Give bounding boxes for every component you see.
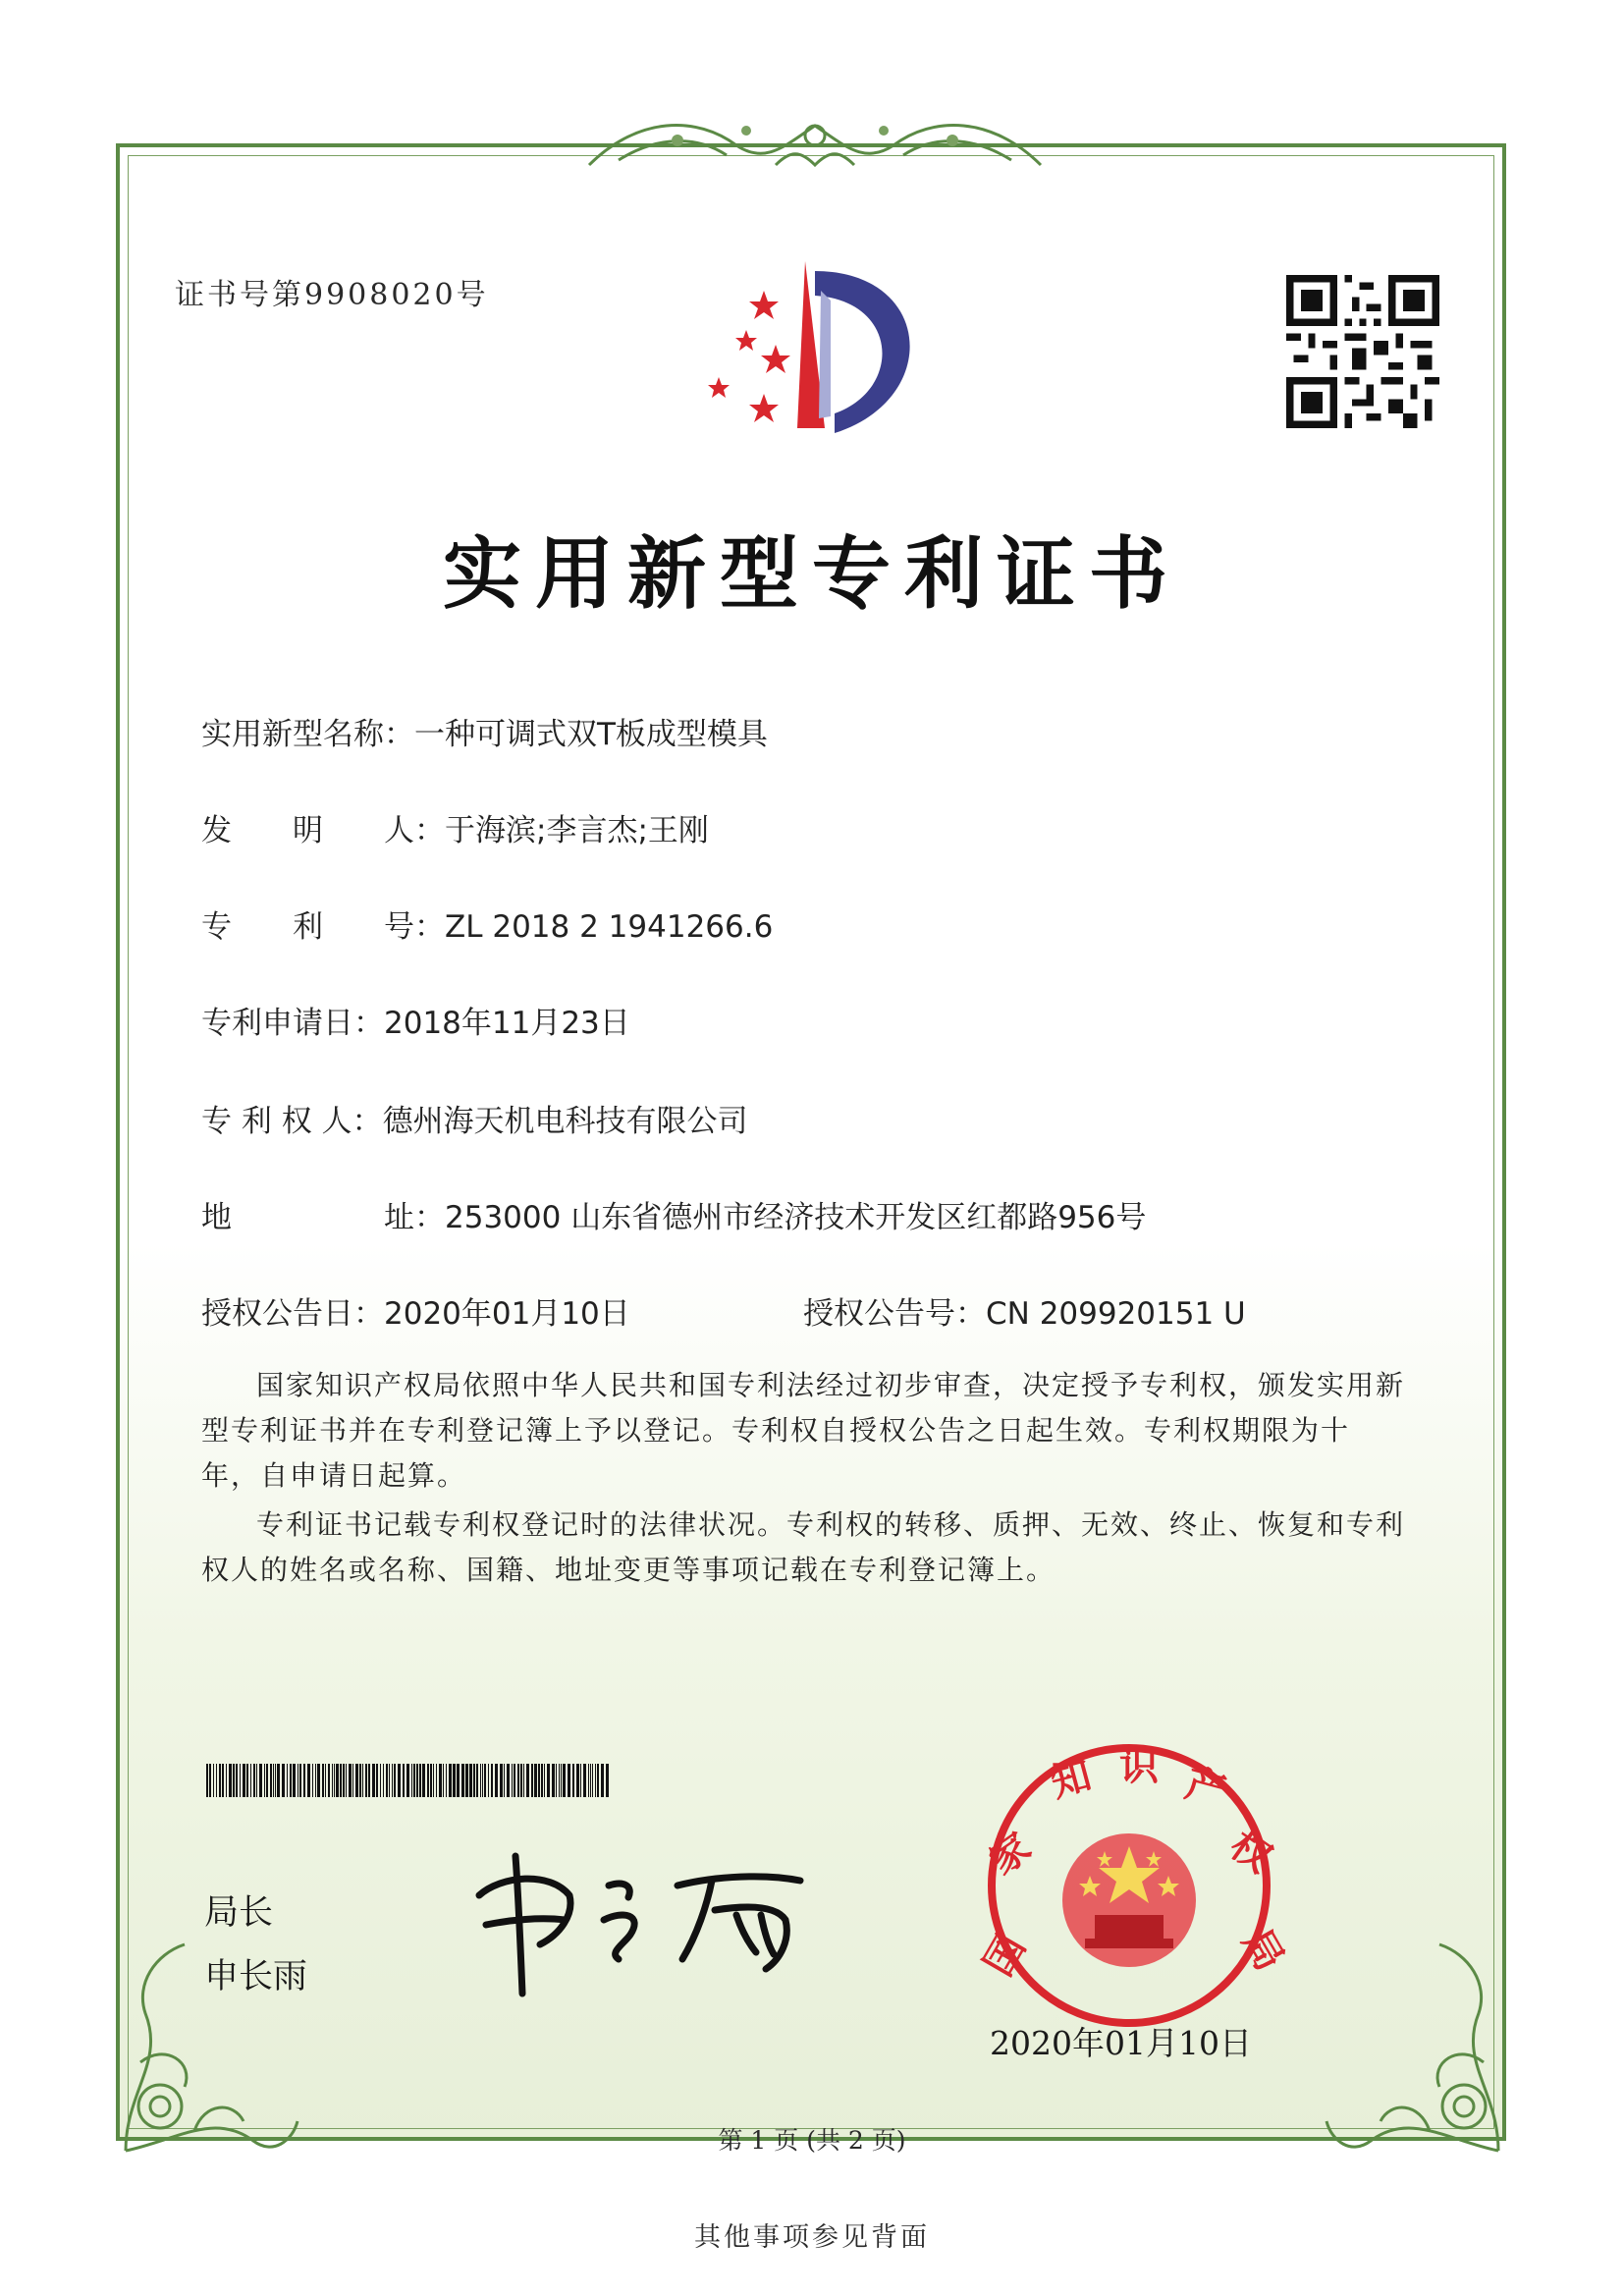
barcode-bar <box>488 1764 489 1797</box>
page-number: 第 1 页 (共 2 页) <box>718 2126 906 2155</box>
certificate-number: 证书号第9908020号 <box>175 278 489 312</box>
legal-status-paragraph: 专利证书记载专利权登记时的法律状况。专利权的转移、质押、无效、终止、恢复和专利权人的姓名或名称、国籍、地址变更等事项记载在专利登记簿上。 <box>201 1508 1406 1586</box>
barcode-bar <box>443 1764 444 1797</box>
barcode-bar <box>403 1764 405 1797</box>
barcode-bar <box>552 1764 555 1797</box>
barcode-bar <box>465 1764 468 1797</box>
barcode-bar <box>290 1764 292 1797</box>
barcode-bar <box>482 1764 483 1797</box>
field-value: 于海滨;李言杰;王刚 <box>445 813 709 848</box>
certificate-title: 实用新型专利证书 <box>443 528 1181 620</box>
barcode-bar <box>259 1764 262 1797</box>
barcode-bar <box>588 1764 589 1797</box>
barcode-bar <box>491 1764 493 1797</box>
barcode-bar <box>430 1764 432 1797</box>
barcode-bar <box>595 1764 596 1797</box>
barcode-bar <box>526 1764 529 1797</box>
field-grant-number <box>803 1288 1246 1333</box>
barcode-bar <box>240 1764 241 1797</box>
footer-note: 其他事项参见背面 <box>694 2222 930 2253</box>
seal-char: 知 <box>1046 1752 1097 1807</box>
barcode-bar <box>601 1764 604 1797</box>
qr-code-icon <box>1286 275 1439 428</box>
barcode-bar <box>406 1764 409 1797</box>
barcode-bar <box>270 1764 272 1797</box>
barcode-bar <box>206 1764 208 1797</box>
field-apply-date <box>201 998 630 1042</box>
barcode-bar <box>559 1764 560 1797</box>
seal-char: 国 <box>975 1927 1035 1984</box>
field-label: 授权公告日： <box>201 1296 384 1332</box>
barcode-bar <box>362 1764 363 1797</box>
director-name: 申长雨 <box>204 1957 308 1996</box>
seal-char: 权 <box>1221 1822 1280 1883</box>
field-label: 授权公告号： <box>803 1296 986 1332</box>
seal-date: 2020年01月10日 <box>990 2024 1252 2062</box>
barcode-bar <box>352 1764 353 1797</box>
barcode-bar <box>315 1764 316 1797</box>
barcode-bar <box>365 1764 367 1797</box>
barcode-bar <box>243 1764 245 1797</box>
barcode-bar <box>436 1764 437 1797</box>
barcode-bar <box>312 1764 313 1797</box>
barcode-bar <box>480 1764 481 1797</box>
barcode-bar <box>504 1764 505 1797</box>
barcode-bar <box>355 1764 358 1797</box>
barcode-bar <box>531 1764 533 1797</box>
field-value: CN 209920151 U <box>986 1296 1246 1332</box>
barcode-bar <box>233 1764 235 1797</box>
barcode-bar <box>368 1764 370 1797</box>
cnipa-logo-icon <box>687 251 943 448</box>
barcode-bar <box>520 1764 522 1797</box>
barcode-bar <box>349 1764 352 1797</box>
seal-char: 家 <box>981 1824 1040 1885</box>
barcode-bar <box>213 1764 214 1797</box>
barcode-icon <box>206 1764 609 1797</box>
field-grant-date <box>201 1288 630 1333</box>
barcode-bar <box>453 1764 456 1797</box>
barcode-bar <box>209 1764 211 1797</box>
field-value: 德州海天机电科技有限公司 <box>382 1104 748 1139</box>
field-label: 地 址： <box>201 1200 445 1235</box>
barcode-bar <box>514 1764 515 1797</box>
barcode-bar <box>597 1764 599 1797</box>
barcode-bar <box>226 1764 227 1797</box>
barcode-bar <box>556 1764 557 1797</box>
barcode-bar <box>422 1764 425 1797</box>
barcode-bar <box>293 1764 296 1797</box>
barcode-bar <box>336 1764 339 1797</box>
field-patentee <box>201 1096 748 1140</box>
field-label: 专 利 权 人： <box>201 1104 383 1139</box>
barcode-bar <box>394 1764 396 1797</box>
field-label: 实用新型名称： <box>201 717 414 752</box>
barcode-bar <box>507 1764 510 1797</box>
barcode-bar <box>287 1764 288 1797</box>
barcode-bar <box>583 1764 586 1797</box>
field-label: 专利申请日： <box>201 1006 384 1041</box>
barcode-bar <box>253 1764 255 1797</box>
barcode-bar <box>592 1764 593 1797</box>
seal-char: 识 <box>1119 1744 1159 1789</box>
barcode-bar <box>469 1764 472 1797</box>
barcode-bar <box>606 1764 609 1797</box>
barcode-bar <box>273 1764 274 1797</box>
barcode-bar <box>433 1764 434 1797</box>
barcode-bar <box>277 1764 280 1797</box>
barcode-bar <box>346 1764 347 1797</box>
barcode-bar <box>563 1764 566 1797</box>
barcode-bar <box>411 1764 412 1797</box>
barcode-bar <box>446 1764 447 1797</box>
barcode-bar <box>500 1764 503 1797</box>
barcode-bar <box>523 1764 524 1797</box>
barcode-bar <box>398 1764 401 1797</box>
barcode-bar <box>372 1764 375 1797</box>
barcode-bar <box>416 1764 418 1797</box>
field-patent-number <box>201 902 773 946</box>
barcode-bar <box>328 1764 330 1797</box>
barcode-bar <box>264 1764 265 1797</box>
barcode-bar <box>572 1764 574 1797</box>
field-value: 2018年11月23日 <box>384 1006 630 1041</box>
barcode-bar <box>457 1764 460 1797</box>
barcode-bar <box>334 1764 335 1797</box>
barcode-bar <box>449 1764 452 1797</box>
barcode-bar <box>389 1764 390 1797</box>
barcode-bar <box>561 1764 562 1797</box>
barcode-bar <box>544 1764 545 1797</box>
field-value: 253000 山东省德州市经济技术开发区红都路956号 <box>445 1200 1147 1235</box>
field-utility-name <box>201 709 768 753</box>
seal-char: 产 <box>1180 1761 1230 1816</box>
barcode-bar <box>250 1764 251 1797</box>
barcode-bar <box>266 1764 268 1797</box>
barcode-bar <box>541 1764 543 1797</box>
barcode-bar <box>340 1764 342 1797</box>
official-seal-icon <box>947 1728 1311 2033</box>
top-ornament-icon <box>579 106 1051 185</box>
barcode-bar <box>484 1764 486 1797</box>
barcode-bar <box>332 1764 333 1797</box>
seal-char: 局 <box>1233 1922 1293 1979</box>
barcode-bar <box>576 1764 579 1797</box>
barcode-bar <box>380 1764 381 1797</box>
barcode-bar <box>590 1764 591 1797</box>
barcode-bar <box>413 1764 415 1797</box>
barcode-bar <box>392 1764 393 1797</box>
barcode-bar <box>538 1764 540 1797</box>
barcode-bar <box>473 1764 475 1797</box>
barcode-bar <box>359 1764 361 1797</box>
barcode-bar <box>376 1764 378 1797</box>
barcode-bar <box>222 1764 224 1797</box>
barcode-bar <box>216 1764 217 1797</box>
grant-statement-paragraph: 国家知识产权局依照中华人民共和国专利法经过初步审查，决定授予专利权，颁发实用新型专利证书并在专利登记簿上予以登记。专利权自授权公告之日起生效。专利权期限为十年，自申请日起算。 <box>201 1369 1406 1492</box>
barcode-bar <box>219 1764 221 1797</box>
barcode-bar <box>512 1764 513 1797</box>
barcode-bar <box>419 1764 421 1797</box>
field-value: 2020年01月10日 <box>384 1296 630 1332</box>
barcode-bar <box>427 1764 429 1797</box>
barcode-bar <box>461 1764 464 1797</box>
barcode-bar <box>303 1764 305 1797</box>
barcode-bar <box>322 1764 324 1797</box>
barcode-bar <box>325 1764 326 1797</box>
field-inventor <box>201 805 709 849</box>
barcode-bar <box>299 1764 301 1797</box>
field-label: 专 利 号： <box>201 909 445 945</box>
barcode-bar <box>275 1764 276 1797</box>
barcode-bar <box>317 1764 320 1797</box>
barcode-bar <box>439 1764 442 1797</box>
barcode-bar <box>517 1764 519 1797</box>
barcode-bar <box>343 1764 345 1797</box>
barcode-bar <box>229 1764 232 1797</box>
director-signature-icon <box>461 1836 815 2003</box>
field-address <box>201 1192 1146 1236</box>
barcode-bar <box>307 1764 310 1797</box>
barcode-bar <box>476 1764 478 1797</box>
barcode-bar <box>568 1764 570 1797</box>
field-value: ZL 2018 2 1941266.6 <box>445 909 774 945</box>
director-title: 局长 <box>204 1893 274 1933</box>
barcode-bar <box>256 1764 257 1797</box>
barcode-bar <box>236 1764 238 1797</box>
barcode-bar <box>495 1764 498 1797</box>
barcode-bar <box>580 1764 581 1797</box>
barcode-bar <box>386 1764 388 1797</box>
barcode-bar <box>282 1764 285 1797</box>
field-label: 发 明 人： <box>201 813 445 848</box>
barcode-bar <box>246 1764 248 1797</box>
barcode-bar <box>383 1764 384 1797</box>
barcode-bar <box>547 1764 550 1797</box>
field-value: 一种可调式双T板成型模具 <box>414 717 768 752</box>
barcode-bar <box>534 1764 537 1797</box>
